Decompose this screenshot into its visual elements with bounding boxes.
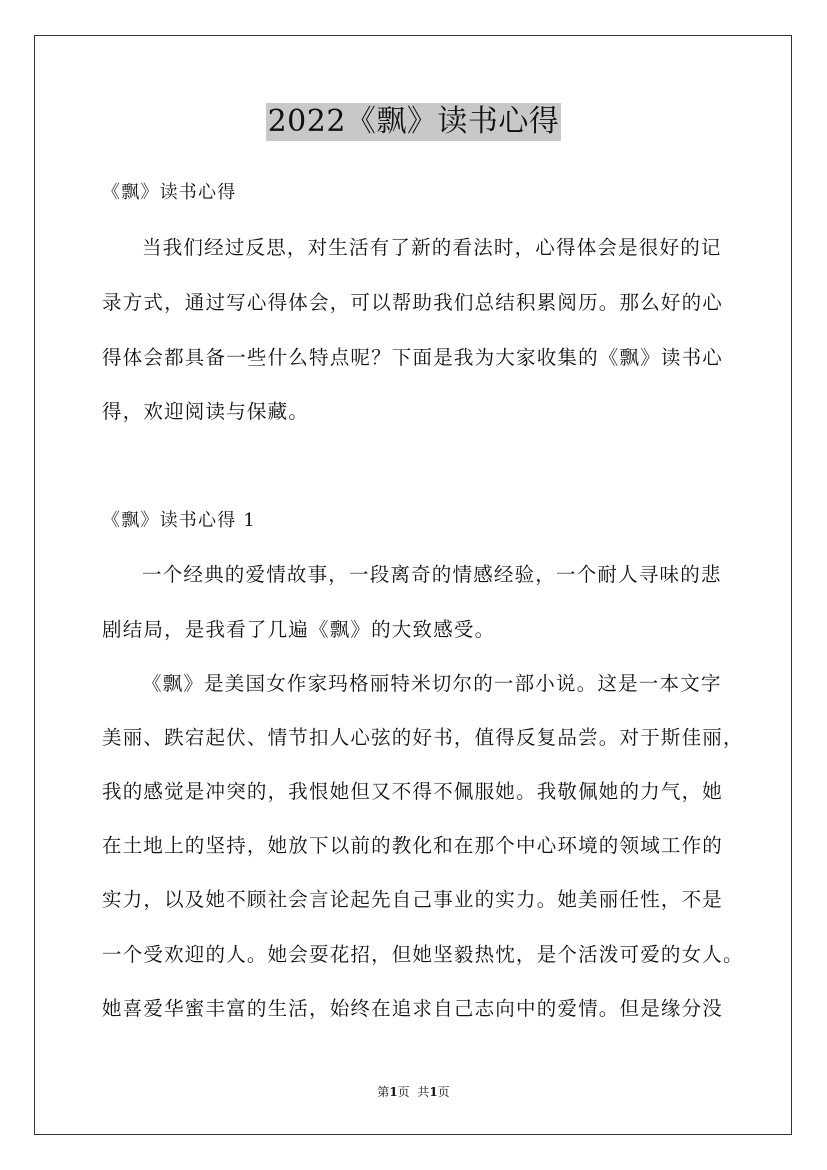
section-paragraph-line: 剧结局，是我看了几遍《飘》的大致感受。 <box>102 618 496 641</box>
section-paragraph-line: 我的感觉是冲突的，我恨她但又不得不佩服她。我敬佩她的力气，她 <box>102 780 724 803</box>
section-paragraph-line: 《飘》是美国女作家玛格丽特米切尔的一部小说。这是一本文字 <box>142 672 722 695</box>
document-title <box>0 103 827 141</box>
page-total: 1 <box>429 1085 438 1099</box>
intro-paragraph-line: 得，欢迎阅读与保藏。 <box>102 400 310 423</box>
page-label-suffix: 页 <box>437 1085 450 1099</box>
section-paragraph-line: 实力，以及她不顾社会言论起先自己事业的实力。她美丽任性，不是 <box>102 888 724 911</box>
section-paragraph-line: 一个受欢迎的人。她会耍花招，但她坚毅热忱，是个活泼可爱的女人。 <box>102 943 744 966</box>
page-label-mid: 页 共 <box>397 1085 430 1099</box>
section-paragraph-line: 她喜爱华蜜丰富的生活，始终在追求自己志向中的爱情。但是缘分没 <box>102 997 724 1020</box>
page-label-prefix: 第 <box>377 1085 390 1099</box>
document-title-text: 2022《飘》读书心得 <box>267 104 560 139</box>
section-paragraph-line: 在土地上的坚持，她放下以前的教化和在那个中心环境的领域工作的 <box>102 834 724 857</box>
page-number: 1 <box>389 1085 398 1099</box>
intro-paragraph-line: 得体会都具备一些什么特点呢？下面是我为大家收集的《飘》读书心 <box>102 346 724 369</box>
section-heading: 《飘》读书心得 1 <box>102 510 256 531</box>
section-paragraph-line: 美丽、跌宕起伏、情节扣人心弦的好书，值得反复品尝。对于斯佳丽， <box>102 726 744 749</box>
subheading: 《飘》读书心得 <box>102 182 237 203</box>
intro-paragraph-line: 当我们经过反思，对生活有了新的看法时，心得体会是很好的记 <box>142 236 722 259</box>
page-footer <box>0 1084 827 1100</box>
section-paragraph-line: 一个经典的爱情故事，一段离奇的情感经验，一个耐人寻味的悲 <box>142 563 722 586</box>
intro-paragraph-line: 录方式，通过写心得体会，可以帮助我们总结积累阅历。那么好的心 <box>102 291 724 314</box>
